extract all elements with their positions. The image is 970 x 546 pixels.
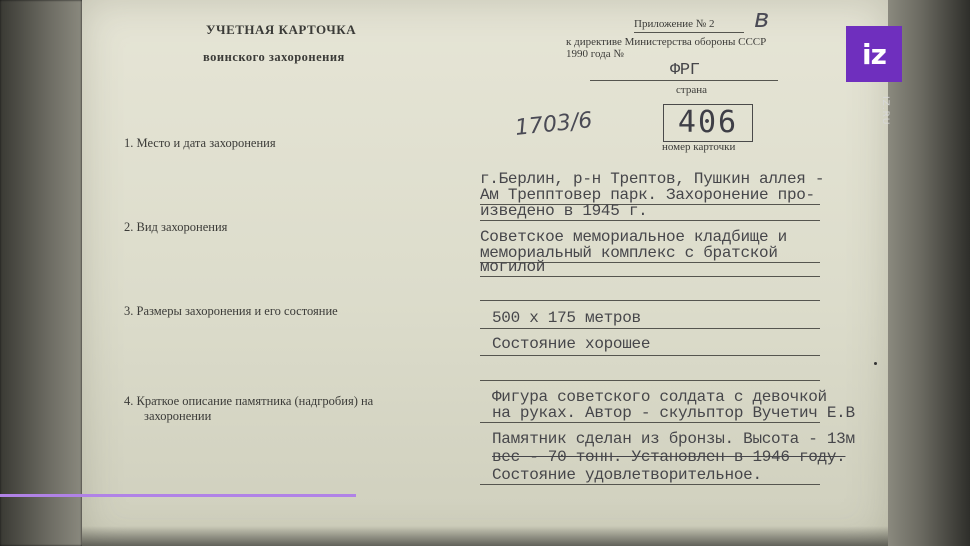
ink-dot <box>874 362 877 365</box>
item1-line1: г.Берлин, р-н Трептов, Пушкин аллея - <box>480 170 825 188</box>
card-number-box <box>663 104 753 142</box>
item2-line3: могилой <box>480 258 546 276</box>
item4-line4: вес - 70 тонн. Установлен в 1946 году. <box>492 448 846 466</box>
item4-line5: Состояние удовлетворительное. <box>492 466 762 484</box>
card-number-label: номер карточки <box>662 141 736 153</box>
item3-underline <box>480 328 820 329</box>
item1-line3: изведено в 1945 г. <box>480 202 648 220</box>
country-value: ФРГ <box>670 61 700 80</box>
blurred-background-left <box>0 0 82 546</box>
item3-label: 3. Размеры захоронения и его состояние <box>124 304 338 318</box>
item2-label: 2. Вид захоронения <box>124 220 228 234</box>
watermark-text: IZ.RU <box>880 96 890 126</box>
directive-line1: к директиве Министерства обороны СССР <box>566 36 767 48</box>
item4-topline <box>480 380 820 381</box>
item4-underline2 <box>480 484 820 485</box>
appendix-handwritten: в <box>754 4 770 34</box>
item4-label-line1: 4. Краткое описание памятника (надгробия) на <box>124 394 374 408</box>
item2-underline2 <box>480 276 820 277</box>
item2-line2: мемориальный комплекс с братской <box>480 244 778 262</box>
card-subtitle: воинского захоронения <box>203 50 345 64</box>
item2-line1: Советское мемориальное кладбище и <box>480 228 787 246</box>
directive-line2: 1990 года № <box>566 48 624 60</box>
card-title: УЧЕТНАЯ КАРТОЧКА <box>206 22 357 37</box>
bottom-shadow <box>82 526 888 546</box>
item3-underline2 <box>480 355 820 356</box>
item4-line2: на руках. Автор - скульптор Вучетич Е.В <box>492 404 855 422</box>
item4-label-line2: захоронении <box>144 409 212 423</box>
video-progress-bar[interactable] <box>0 494 356 497</box>
item3-line2: Состояние хорошее <box>492 335 651 353</box>
appendix-underline <box>634 32 744 33</box>
item1-underline2 <box>480 220 820 221</box>
item3-line1: 500 х 175 метров <box>492 309 641 327</box>
card-number: 406 <box>677 105 739 140</box>
country-label: страна <box>676 84 707 96</box>
country-underline <box>590 80 778 81</box>
item3-topline <box>480 300 820 301</box>
item4-line3: Памятник сделан из бронзы. Высота - 13м <box>492 430 855 448</box>
item1-label: 1. Место и дата захоронения <box>124 136 276 150</box>
logo-text: iz <box>862 37 886 71</box>
item4-underline <box>480 422 820 423</box>
item1-line2: Ам Трепптовер парк. Захоронение про- <box>480 186 815 204</box>
izvestia-logo <box>846 26 902 82</box>
item4-line1: Фигура советского солдата с девочкой <box>492 388 827 406</box>
appendix-label: Приложение № 2 <box>634 18 715 30</box>
handwritten-number: 1703/6 <box>513 108 594 141</box>
